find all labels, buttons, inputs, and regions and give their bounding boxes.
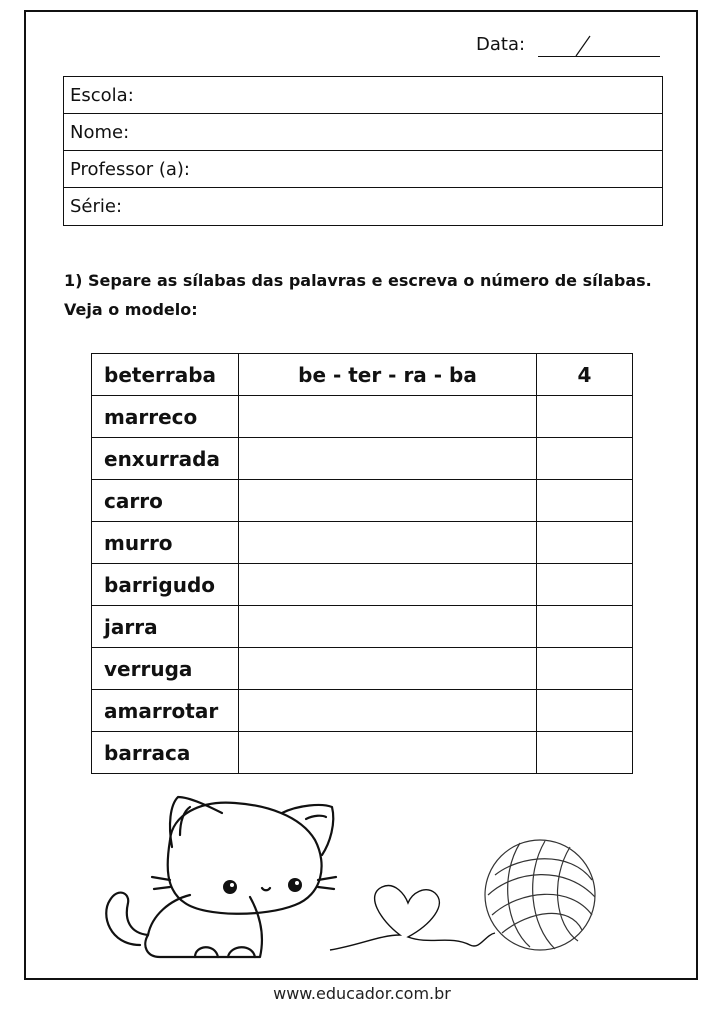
count-cell[interactable] <box>537 564 633 606</box>
table-row <box>92 480 633 522</box>
word-cell: amarrotar <box>92 690 239 732</box>
table-row <box>92 438 633 480</box>
table-row <box>92 564 633 606</box>
word-cell: barraca <box>92 732 239 774</box>
syllables-cell[interactable] <box>239 396 537 438</box>
count-cell[interactable]: 4 <box>537 354 633 396</box>
yarn-ball-icon <box>485 840 595 950</box>
syllables-cell[interactable] <box>239 564 537 606</box>
syllables-cell[interactable] <box>239 606 537 648</box>
cat-tail <box>106 893 148 945</box>
table-row <box>92 354 633 396</box>
count-cell[interactable] <box>537 396 633 438</box>
syllables-cell[interactable] <box>239 648 537 690</box>
word-cell: barrigudo <box>92 564 239 606</box>
syllables-cell[interactable] <box>239 480 537 522</box>
cat-right-eye <box>288 878 302 892</box>
syllables-cell[interactable] <box>239 732 537 774</box>
exercise-instructions <box>64 266 652 324</box>
count-cell[interactable] <box>537 606 633 648</box>
syllables-cell[interactable] <box>239 522 537 564</box>
syllable-table <box>91 353 633 774</box>
count-cell[interactable] <box>537 522 633 564</box>
count-cell[interactable] <box>537 480 633 522</box>
word-cell: beterraba <box>92 354 239 396</box>
table-row <box>92 522 633 564</box>
cat-left-eye <box>223 880 237 894</box>
yarn-string <box>330 886 495 950</box>
table-row <box>92 396 633 438</box>
syllables-cell[interactable] <box>239 690 537 732</box>
syllables-cell[interactable] <box>239 438 537 480</box>
footer-url: www.educador.com.br <box>273 984 451 1003</box>
instruction-line-2: Veja o modelo: <box>64 300 198 319</box>
table-row <box>92 690 633 732</box>
school-field[interactable]: Escola: <box>64 77 662 114</box>
date-field-line[interactable] <box>538 56 660 57</box>
table-row <box>92 606 633 648</box>
word-cell: murro <box>92 522 239 564</box>
word-cell: jarra <box>92 606 239 648</box>
table-row <box>92 732 633 774</box>
table-row <box>92 648 633 690</box>
instruction-line-1: 1) Separe as sílabas das palavras e escreva o número de sílabas. <box>64 271 652 290</box>
cat-head <box>168 803 322 914</box>
count-cell[interactable] <box>537 648 633 690</box>
cat-yarn-illustration <box>100 785 620 975</box>
count-cell[interactable] <box>537 438 633 480</box>
grade-field[interactable]: Série: <box>70 196 123 217</box>
word-cell: verruga <box>92 648 239 690</box>
name-field[interactable]: Nome: <box>64 114 662 151</box>
date-label: Data: <box>476 34 526 55</box>
date-slash-icon <box>570 34 596 58</box>
teacher-field[interactable]: Professor (a): <box>64 151 662 188</box>
word-cell: enxurrada <box>92 438 239 480</box>
count-cell[interactable] <box>537 732 633 774</box>
syllables-cell[interactable]: be - ter - ra - ba <box>239 354 537 396</box>
count-cell[interactable] <box>537 690 633 732</box>
word-cell: marreco <box>92 396 239 438</box>
word-cell: carro <box>92 480 239 522</box>
info-fields <box>63 76 663 226</box>
